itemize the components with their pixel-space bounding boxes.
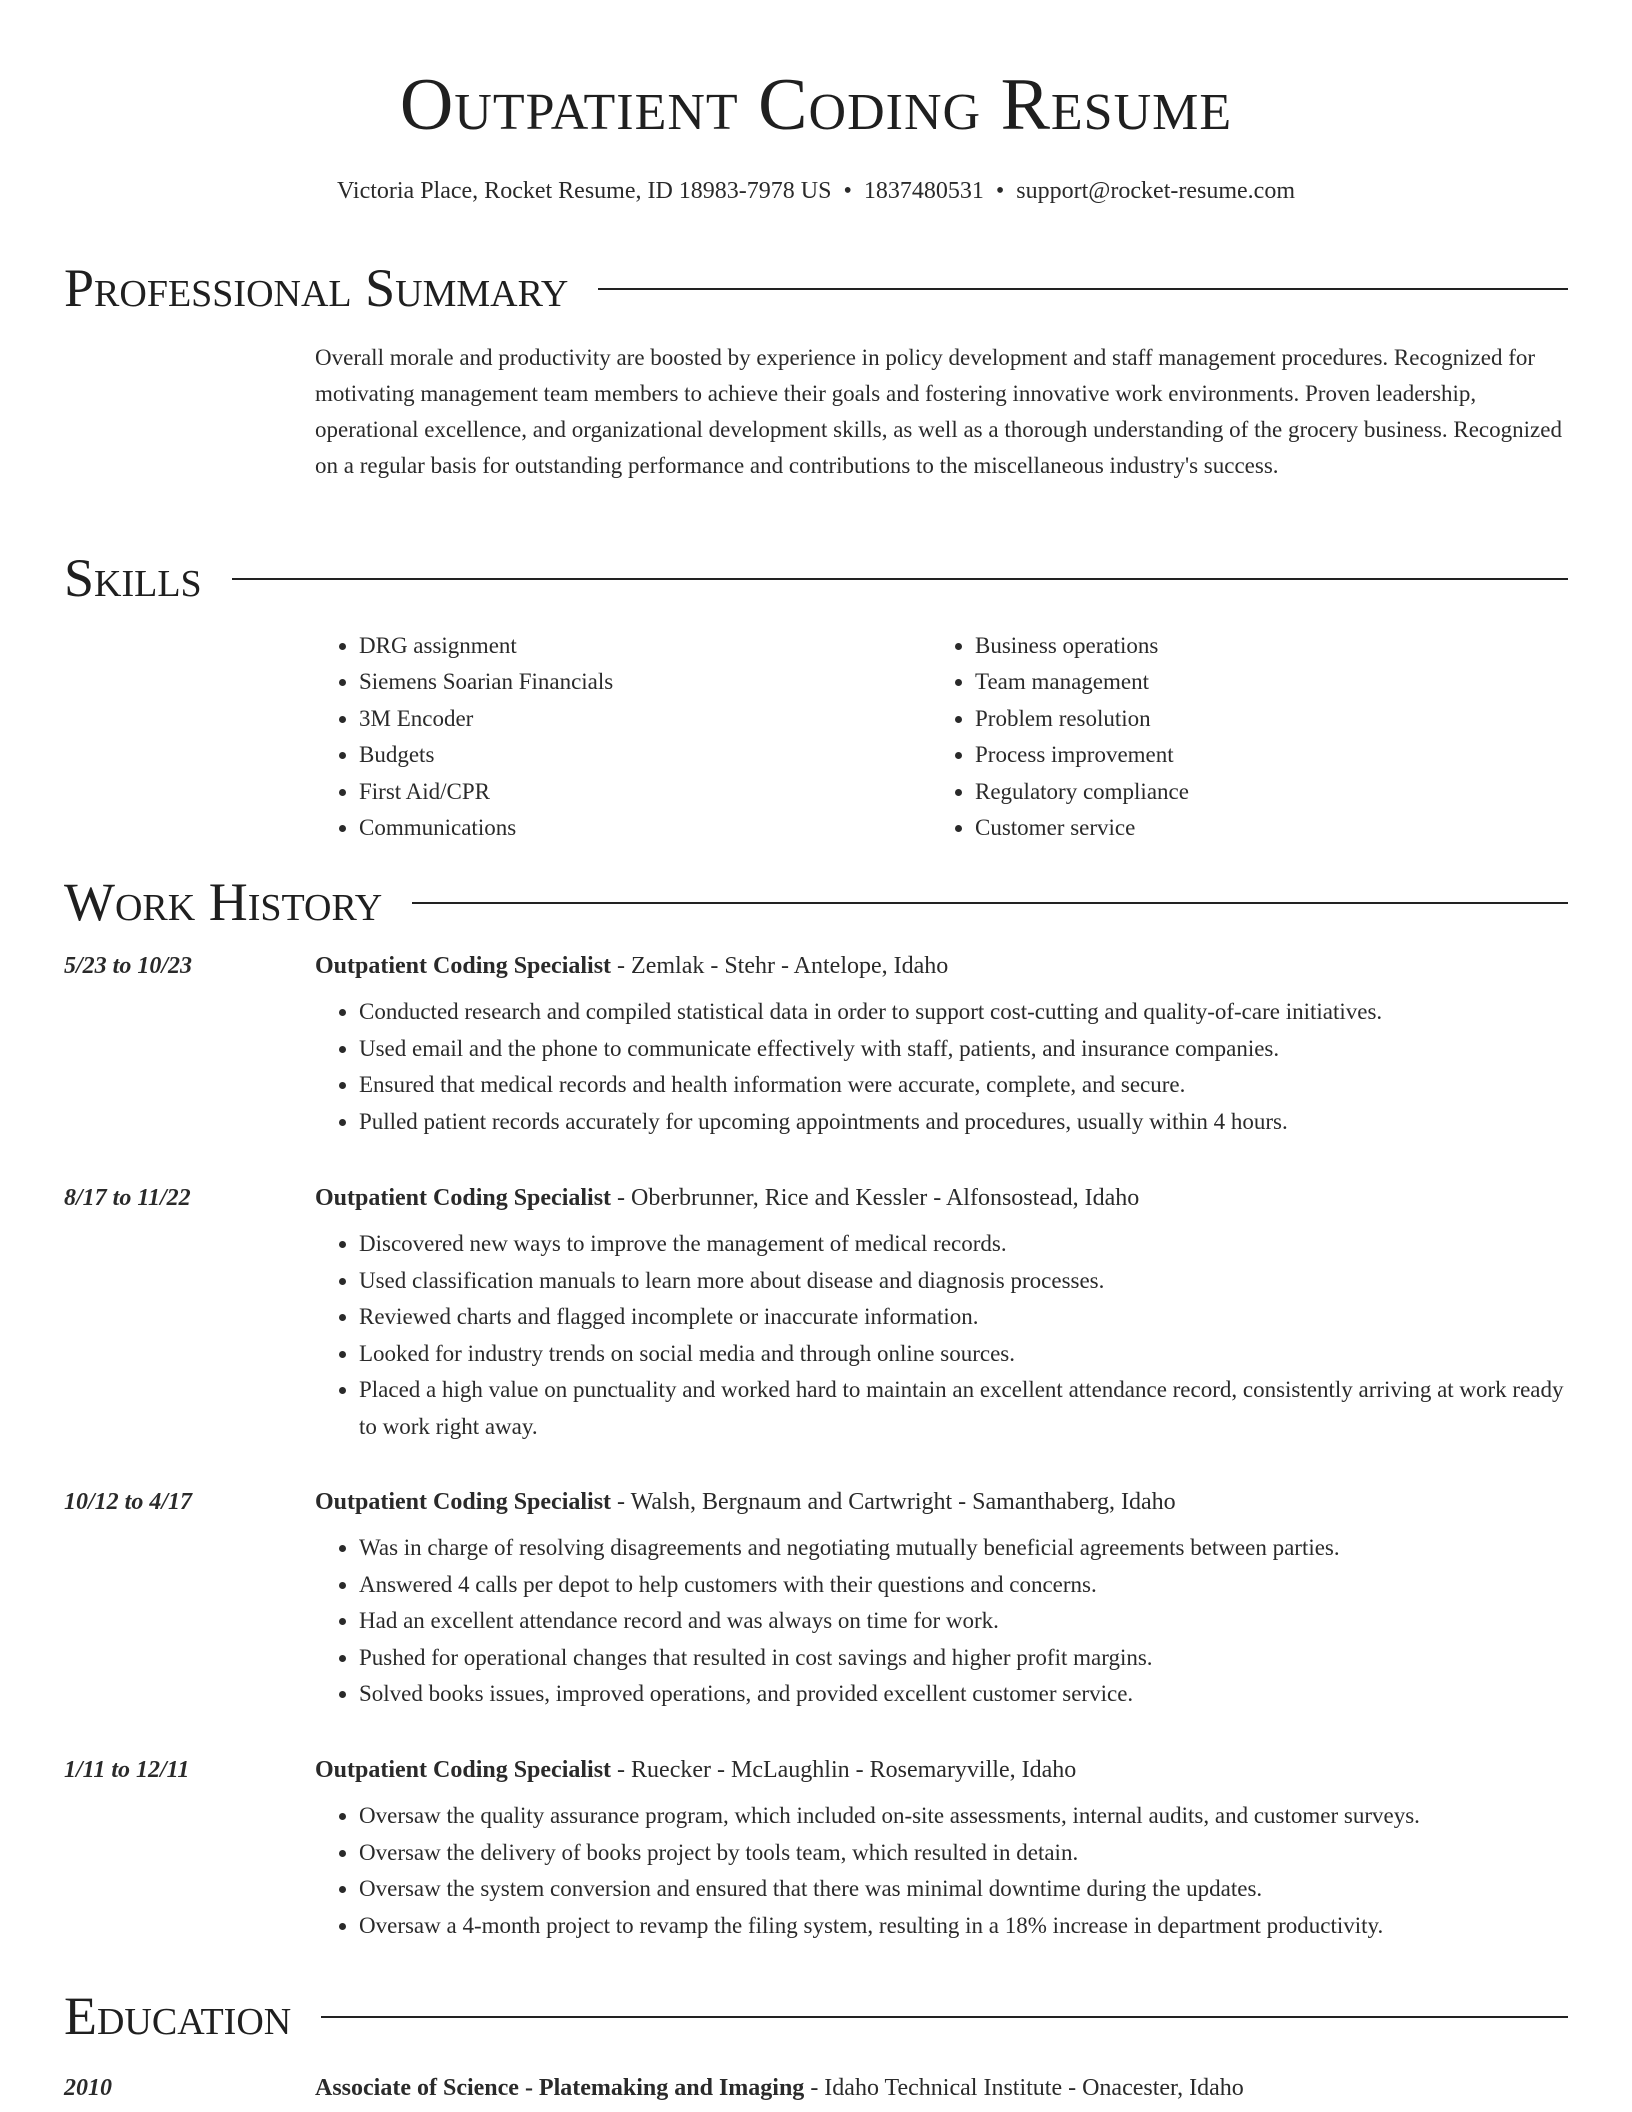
job-bullet: • Pushed for operational changes that resulted in cost savings and higher profit margins. xyxy=(359,1640,1568,1677)
contact-email: support@rocket-resume.com xyxy=(1016,178,1295,204)
job-bullet: • Used email and the phone to communicate effectively with staff, patients, and insurance companies. xyxy=(359,1031,1568,1068)
job-title: Outpatient Coding Specialist xyxy=(315,953,612,979)
work-section-title: Work History xyxy=(64,872,383,932)
summary-section-title: Professional Summary xyxy=(64,258,569,318)
job-bullet: • Solved books issues, improved operations, and provided excellent customer service. xyxy=(359,1676,1568,1713)
job-bullet: • Had an excellent attendance record and was always on time for work. xyxy=(359,1603,1568,1640)
work-section-header xyxy=(64,870,1568,934)
education-section-title: Education xyxy=(64,1986,292,2046)
job-title: Outpatient Coding Specialist xyxy=(315,1185,612,1211)
job-bullet: • Placed a high value on punctuality and worked hard to maintain an excellent attendance record, consistently arriving at work ready to work right away. xyxy=(359,1372,1568,1445)
skill-item: • First Aid/CPR xyxy=(359,774,931,810)
contact-separator: • xyxy=(995,178,1005,204)
job-bullet: • Oversaw a 4-month project to revamp the filing system, resulting in a 18% increase in department productivity. xyxy=(359,1908,1568,1945)
job-bullets xyxy=(315,1530,1568,1713)
job-heading xyxy=(315,950,948,982)
summary-text: Overall morale and productivity are boosted by experience in policy development and staff management procedures. Recognized for motivating management team members to achieve their goals and fostering innovative work environments. Proven leadership, operational excellence, and organizational development skills, as well as a thorough understanding of the grocery business. Recognized on a regular basis for outstanding performance and contributions to the miscellaneous industry's success. xyxy=(315,345,1562,478)
job-bullet: • Answered 4 calls per depot to help customers with their questions and concerns. xyxy=(359,1567,1568,1604)
skills-list xyxy=(315,628,1568,846)
contact-phone: 1837480531 xyxy=(863,178,984,204)
skill-item: • Regulatory compliance xyxy=(975,774,1547,810)
skills-section-title: Skills xyxy=(64,548,202,608)
skill-item: • Business operations xyxy=(975,628,1547,664)
skill-item: • Siemens Soarian Financials xyxy=(359,664,931,700)
job-bullets xyxy=(315,1798,1568,1944)
job-dates: 1/11 to 12/11 xyxy=(64,1757,190,1783)
job-dates: 8/17 to 11/22 xyxy=(64,1185,191,1211)
job-employer: - Ruecker - McLaughlin - Rosemaryville, Idaho xyxy=(611,1757,1077,1783)
job-bullet: • Used classification manuals to learn more about disease and diagnosis processes. xyxy=(359,1263,1568,1300)
section-divider xyxy=(232,578,1568,580)
job-bullet: • Pulled patient records accurately for upcoming appointments and procedures, usually within 4 hours. xyxy=(359,1104,1568,1141)
skill-item: • DRG assignment xyxy=(359,628,931,664)
job-heading xyxy=(315,1486,1176,1518)
job-title: Outpatient Coding Specialist xyxy=(315,1757,612,1783)
job-bullets xyxy=(315,1226,1568,1445)
job-title: Outpatient Coding Specialist xyxy=(315,1489,612,1515)
job-bullets xyxy=(315,994,1568,1140)
job-bullet: • Oversaw the system conversion and ensured that there was minimal downtime during the updates. xyxy=(359,1871,1568,1908)
summary-section-header xyxy=(64,256,1568,320)
contact-line xyxy=(0,176,1632,206)
skill-item: • Budgets xyxy=(359,737,931,773)
job-employer: - Zemlak - Stehr - Antelope, Idaho xyxy=(611,953,949,979)
skill-item: • 3M Encoder xyxy=(359,701,931,737)
job-dates: 5/23 to 10/23 xyxy=(64,953,193,979)
education-degree: Associate of Science - Platemaking and Imaging xyxy=(315,2075,805,2101)
job-employer: - Walsh, Bergnaum and Cartwright - Samanthaberg, Idaho xyxy=(611,1489,1176,1515)
job-bullet: • Was in charge of resolving disagreements and negotiating mutually beneficial agreements between parties. xyxy=(359,1530,1568,1567)
section-divider xyxy=(598,288,1568,290)
job-bullet: • Ensured that medical records and health information were accurate, complete, and secure. xyxy=(359,1067,1568,1104)
job-heading xyxy=(315,1182,1139,1214)
job-bullet: • Conducted research and compiled statistical data in order to support cost-cutting and quality-of-care initiatives. xyxy=(359,994,1568,1031)
skills-column-right xyxy=(931,628,1547,846)
job-dates: 10/12 to 4/17 xyxy=(64,1489,193,1515)
skill-item: • Team management xyxy=(975,664,1547,700)
contact-address: Victoria Place, Rocket Resume, ID 18983-7978 US xyxy=(337,178,832,204)
job-bullet: • Oversaw the quality assurance program, which included on-site assessments, internal audits, and customer surveys. xyxy=(359,1798,1568,1835)
job-employer: - Oberbrunner, Rice and Kessler - Alfonsostead, Idaho xyxy=(611,1185,1140,1211)
section-divider xyxy=(321,2016,1568,2018)
section-divider xyxy=(412,902,1568,904)
job-heading xyxy=(315,1754,1076,1786)
education-school: - Idaho Technical Institute - Onacester, Idaho xyxy=(804,2075,1244,2101)
job-bullet: • Looked for industry trends on social media and through online sources. xyxy=(359,1336,1568,1373)
education-section-header xyxy=(64,1984,1568,2048)
skill-item: • Problem resolution xyxy=(975,701,1547,737)
contact-separator: • xyxy=(843,178,852,204)
job-bullet: • Oversaw the delivery of books project by tools team, which resulted in detain. xyxy=(359,1835,1568,1872)
skill-item: • Process improvement xyxy=(975,737,1547,773)
skill-item: • Communications xyxy=(359,810,931,846)
resume-title: Outpatient Coding Resume xyxy=(399,64,1233,146)
skill-item: • Customer service xyxy=(975,810,1547,846)
education-heading xyxy=(315,2072,1244,2104)
skills-column-left xyxy=(315,628,931,846)
education-year: 2010 xyxy=(64,2075,112,2101)
job-bullet: • Discovered new ways to improve the management of medical records. xyxy=(359,1226,1568,1263)
job-bullet: • Reviewed charts and flagged incomplete or inaccurate information. xyxy=(359,1299,1568,1336)
skills-section-header xyxy=(64,546,1568,610)
